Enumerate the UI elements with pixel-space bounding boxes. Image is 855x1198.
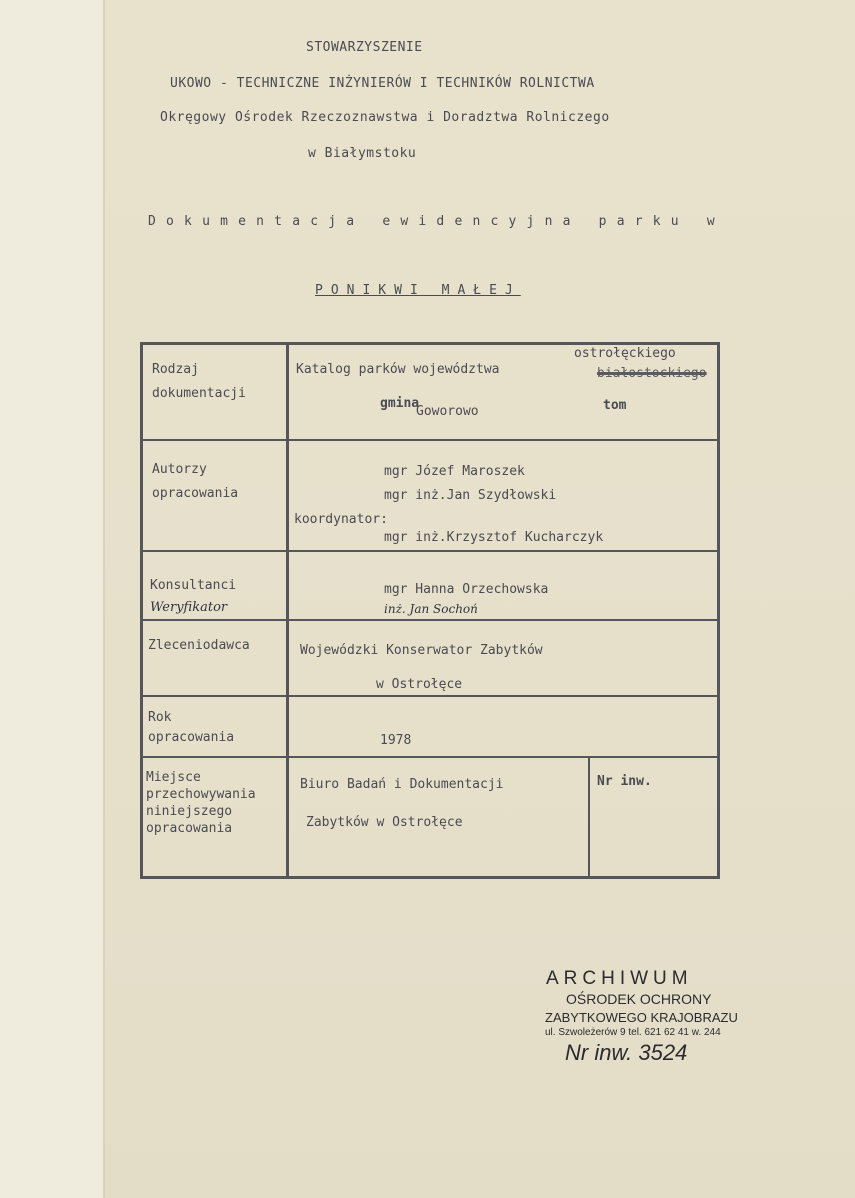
label-weryfikator-handwritten: Weryfikator — [150, 600, 228, 615]
table-inv-divider — [588, 756, 590, 879]
tom-label: tom — [603, 398, 627, 413]
label-rodzaj: Rodzaj — [152, 362, 199, 377]
table-column-divider — [286, 342, 289, 879]
label-opracowania-rok: opracowania — [148, 730, 235, 745]
table-row-divider — [140, 550, 720, 552]
table-border-top — [140, 342, 720, 345]
document-page — [105, 0, 855, 1198]
voivodeship-struck: białostockiego — [597, 366, 707, 381]
document-title: Dokumentacja ewidencyjna parku w — [148, 214, 725, 229]
inventory-label: Nr inw. — [597, 774, 652, 789]
label-dokumentacji: dokumentacji — [152, 386, 246, 401]
label-przechowywania: przechowywania — [146, 787, 256, 802]
client-line1: Wojewódzki Konserwator Zabytków — [300, 643, 543, 658]
table-border-right — [717, 342, 720, 879]
stamp-archiwum: ARCHIWUM — [546, 968, 693, 989]
stamp-line2: OŚRODEK OCHRONY — [566, 991, 712, 1007]
client-line2: w Ostrołęce — [376, 677, 463, 692]
back-page-strip — [0, 0, 105, 1198]
stamp-line3: ZABYTKOWEGO KRAJOBRAZU — [545, 1010, 738, 1025]
label-rok: Rok — [148, 710, 172, 725]
label-zleceniodawca: Zleceniodawca — [148, 638, 250, 653]
label-miejsce: Miejsce — [146, 770, 201, 785]
table-row-divider — [140, 756, 720, 758]
coordinator-label: koordynator: — [294, 512, 388, 527]
gmina-value: Goworowo — [416, 404, 479, 419]
header-line4: w Białymstoku — [308, 146, 417, 161]
header-line1: STOWARZYSZENIE — [306, 40, 423, 55]
table-row-divider — [140, 695, 720, 697]
table-row-divider — [140, 619, 720, 621]
header-line3: Okręgowy Ośrodek Rzeczoznawstwa i Doradztwa Rolniczego — [160, 110, 610, 125]
table-border-left — [140, 342, 143, 879]
author-2: mgr inż.Jan Szydłowski — [384, 488, 557, 503]
author-1: mgr Józef Maroszek — [384, 464, 525, 479]
voivodeship-handwritten: ostrołęckiego — [574, 346, 676, 361]
label-opracowania-miejsce: opracowania — [146, 821, 233, 836]
storage-line2: Zabytków w Ostrołęce — [306, 815, 463, 830]
table-border-bottom — [140, 876, 720, 879]
label-konsultanci: Konsultanci — [150, 578, 237, 593]
label-niniejszego: niniejszego — [146, 804, 233, 819]
table-row-divider — [140, 439, 720, 441]
stamp-line4: ul. Szwoleżerów 9 tel. 621 62 41 w. 244 — [545, 1027, 721, 1038]
label-opracowania: opracowania — [152, 486, 239, 501]
header-line2: UKOWO - TECHNICZNE INŻYNIERÓW I TECHNIKÓW ROLNICTWA — [170, 76, 595, 91]
storage-line1: Biuro Badań i Dokumentacji — [300, 777, 504, 792]
coordinator-name: mgr inż.Krzysztof Kucharczyk — [384, 530, 604, 545]
verifier-handwritten: inż. Jan Sochoń — [384, 602, 478, 616]
year-value: 1978 — [380, 733, 412, 748]
park-name: PONIKWI MAŁEJ — [315, 283, 521, 298]
inventory-number-handwritten: Nr inw. 3524 — [565, 1040, 688, 1065]
catalog-text: Katalog parków województwa — [296, 362, 500, 377]
consultant-name: mgr Hanna Orzechowska — [384, 582, 549, 597]
gmina-label: gmina — [380, 396, 420, 411]
label-autorzy: Autorzy — [152, 462, 207, 477]
